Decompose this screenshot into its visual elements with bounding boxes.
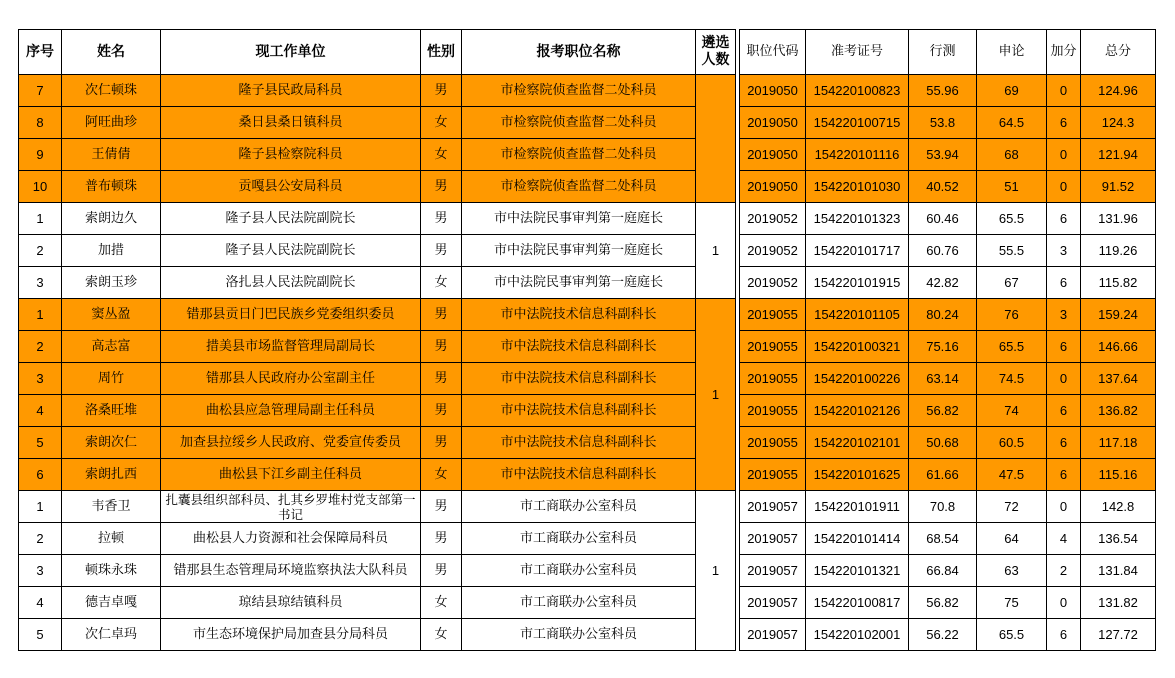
cell-total: 119.26	[1081, 235, 1156, 267]
cell-total: 131.82	[1081, 587, 1156, 619]
cell-shenlun: 63	[977, 555, 1047, 587]
header-position: 报考职位名称	[462, 30, 696, 75]
cell-bonus: 3	[1047, 299, 1081, 331]
cell-code: 2019050	[740, 107, 806, 139]
cell-bonus: 0	[1047, 139, 1081, 171]
cell-gender: 男	[421, 331, 462, 363]
cell-unit: 曲松县人力资源和社会保障局科员	[161, 523, 421, 555]
cell-unit: 隆子县检察院科员	[161, 139, 421, 171]
cell-shenlun: 65.5	[977, 619, 1047, 651]
cell-seq: 2	[19, 331, 62, 363]
cell-position: 市检察院侦查监督二处科员	[462, 139, 696, 171]
table-row	[19, 491, 1156, 523]
table-row	[19, 395, 1156, 427]
cell-unit: 曲松县应急管理局副主任科员	[161, 395, 421, 427]
cell-shenlun: 65.5	[977, 203, 1047, 235]
cell-quota: 1	[696, 491, 736, 651]
cell-name: 德吉卓嘎	[62, 587, 161, 619]
cell-code: 2019052	[740, 235, 806, 267]
cell-ticket: 154220101717	[806, 235, 909, 267]
table-row	[19, 139, 1156, 171]
cell-position: 市检察院侦查监督二处科员	[462, 75, 696, 107]
cell-code: 2019055	[740, 459, 806, 491]
cell-position: 市工商联办公室科员	[462, 491, 696, 523]
cell-total: 91.52	[1081, 171, 1156, 203]
cell-position: 市检察院侦查监督二处科员	[462, 171, 696, 203]
cell-shenlun: 74	[977, 395, 1047, 427]
cell-position: 市中法院民事审判第一庭庭长	[462, 203, 696, 235]
cell-code: 2019050	[740, 139, 806, 171]
cell-total: 131.96	[1081, 203, 1156, 235]
cell-ticket: 154220102126	[806, 395, 909, 427]
cell-xingce: 56.82	[909, 587, 977, 619]
cell-bonus: 4	[1047, 523, 1081, 555]
cell-unit: 错那县贡日门巴民族乡党委组织委员	[161, 299, 421, 331]
table-row	[19, 171, 1156, 203]
cell-gender: 男	[421, 363, 462, 395]
table-row	[19, 235, 1156, 267]
cell-total: 142.8	[1081, 491, 1156, 523]
cell-unit: 市生态环境保护局加查县分局科员	[161, 619, 421, 651]
cell-code: 2019052	[740, 203, 806, 235]
header-code: 职位代码	[740, 30, 806, 75]
cell-seq: 6	[19, 459, 62, 491]
cell-seq: 1	[19, 491, 62, 523]
cell-xingce: 53.94	[909, 139, 977, 171]
cell-gender: 男	[421, 427, 462, 459]
cell-code: 2019057	[740, 619, 806, 651]
cell-name: 加措	[62, 235, 161, 267]
table-row	[19, 107, 1156, 139]
cell-name: 索朗玉珍	[62, 267, 161, 299]
cell-quota	[696, 75, 736, 203]
cell-seq: 8	[19, 107, 62, 139]
cell-seq: 3	[19, 267, 62, 299]
cell-ticket: 154220101414	[806, 523, 909, 555]
cell-shenlun: 65.5	[977, 331, 1047, 363]
cell-unit: 琼结县琼结镇科员	[161, 587, 421, 619]
cell-position: 市工商联办公室科员	[462, 587, 696, 619]
header-seq: 序号	[19, 30, 62, 75]
header-bonus: 加分	[1047, 30, 1081, 75]
cell-shenlun: 67	[977, 267, 1047, 299]
cell-bonus: 0	[1047, 171, 1081, 203]
cell-bonus: 3	[1047, 235, 1081, 267]
cell-unit: 扎囊县组织部科员、扎其乡罗堆村党支部第一书记	[161, 491, 421, 523]
cell-gender: 女	[421, 619, 462, 651]
cell-xingce: 60.46	[909, 203, 977, 235]
cell-xingce: 42.82	[909, 267, 977, 299]
cell-position: 市中法院技术信息科副科长	[462, 299, 696, 331]
cell-gender: 男	[421, 299, 462, 331]
cell-xingce: 40.52	[909, 171, 977, 203]
cell-name: 阿旺曲珍	[62, 107, 161, 139]
table-row	[19, 203, 1156, 235]
cell-bonus: 2	[1047, 555, 1081, 587]
cell-gender: 男	[421, 555, 462, 587]
cell-gender: 男	[421, 395, 462, 427]
cell-position: 市中法院技术信息科副科长	[462, 427, 696, 459]
cell-ticket: 154220100226	[806, 363, 909, 395]
cell-position: 市中法院技术信息科副科长	[462, 395, 696, 427]
cell-seq: 9	[19, 139, 62, 171]
cell-name: 窦丛盈	[62, 299, 161, 331]
cell-xingce: 50.68	[909, 427, 977, 459]
table-row	[19, 299, 1156, 331]
cell-code: 2019055	[740, 299, 806, 331]
cell-name: 索朗边久	[62, 203, 161, 235]
cell-shenlun: 76	[977, 299, 1047, 331]
cell-name: 顿珠永珠	[62, 555, 161, 587]
cell-bonus: 6	[1047, 395, 1081, 427]
cell-total: 127.72	[1081, 619, 1156, 651]
cell-position: 市工商联办公室科员	[462, 523, 696, 555]
cell-gender: 男	[421, 171, 462, 203]
cell-seq: 7	[19, 75, 62, 107]
cell-gender: 女	[421, 107, 462, 139]
cell-bonus: 6	[1047, 619, 1081, 651]
cell-xingce: 56.22	[909, 619, 977, 651]
cell-xingce: 63.14	[909, 363, 977, 395]
cell-gender: 女	[421, 459, 462, 491]
cell-ticket: 154220101030	[806, 171, 909, 203]
cell-ticket: 154220101105	[806, 299, 909, 331]
cell-bonus: 6	[1047, 107, 1081, 139]
cell-position: 市检察院侦查监督二处科员	[462, 107, 696, 139]
cell-total: 124.3	[1081, 107, 1156, 139]
cell-shenlun: 51	[977, 171, 1047, 203]
cell-position: 市中法院技术信息科副科长	[462, 459, 696, 491]
cell-unit: 曲松县下江乡副主任科员	[161, 459, 421, 491]
cell-total: 136.54	[1081, 523, 1156, 555]
cell-seq: 1	[19, 299, 62, 331]
cell-quota: 1	[696, 203, 736, 299]
cell-position: 市中法院民事审判第一庭庭长	[462, 235, 696, 267]
cell-shenlun: 75	[977, 587, 1047, 619]
header-total: 总分	[1081, 30, 1156, 75]
cell-seq: 5	[19, 619, 62, 651]
cell-bonus: 0	[1047, 587, 1081, 619]
cell-total: 137.64	[1081, 363, 1156, 395]
cell-shenlun: 74.5	[977, 363, 1047, 395]
cell-bonus: 0	[1047, 75, 1081, 107]
table-row	[19, 331, 1156, 363]
table-row	[19, 267, 1156, 299]
cell-name: 韦香卫	[62, 491, 161, 523]
cell-code: 2019057	[740, 555, 806, 587]
cell-code: 2019055	[740, 427, 806, 459]
cell-shenlun: 72	[977, 491, 1047, 523]
cell-code: 2019057	[740, 523, 806, 555]
cell-seq: 2	[19, 523, 62, 555]
cell-xingce: 55.96	[909, 75, 977, 107]
cell-ticket: 154220102001	[806, 619, 909, 651]
cell-unit: 隆子县人民法院副院长	[161, 235, 421, 267]
cell-bonus: 0	[1047, 491, 1081, 523]
cell-total: 115.82	[1081, 267, 1156, 299]
table-row	[19, 427, 1156, 459]
cell-ticket: 154220100817	[806, 587, 909, 619]
cell-bonus: 0	[1047, 363, 1081, 395]
cell-shenlun: 60.5	[977, 427, 1047, 459]
cell-xingce: 80.24	[909, 299, 977, 331]
cell-ticket: 154220100823	[806, 75, 909, 107]
header-ticket: 准考证号	[806, 30, 909, 75]
cell-name: 拉顿	[62, 523, 161, 555]
cell-seq: 4	[19, 587, 62, 619]
cell-ticket: 154220102101	[806, 427, 909, 459]
cell-unit: 加查县拉绥乡人民政府、党委宣传委员	[161, 427, 421, 459]
cell-name: 普布顿珠	[62, 171, 161, 203]
cell-unit: 洛扎县人民法院副院长	[161, 267, 421, 299]
cell-code: 2019050	[740, 171, 806, 203]
cell-shenlun: 64.5	[977, 107, 1047, 139]
cell-name: 高志富	[62, 331, 161, 363]
cell-code: 2019052	[740, 267, 806, 299]
header-name: 姓名	[62, 30, 161, 75]
cell-ticket: 154220100321	[806, 331, 909, 363]
cell-xingce: 66.84	[909, 555, 977, 587]
cell-bonus: 6	[1047, 427, 1081, 459]
cell-code: 2019055	[740, 395, 806, 427]
cell-shenlun: 47.5	[977, 459, 1047, 491]
cell-position: 市中法院民事审判第一庭庭长	[462, 267, 696, 299]
cell-seq: 3	[19, 363, 62, 395]
cell-total: 131.84	[1081, 555, 1156, 587]
cell-total: 121.94	[1081, 139, 1156, 171]
cell-code: 2019055	[740, 363, 806, 395]
results-table	[18, 29, 1156, 651]
cell-total: 159.24	[1081, 299, 1156, 331]
header-gender: 性别	[421, 30, 462, 75]
cell-gender: 男	[421, 491, 462, 523]
table-row	[19, 459, 1156, 491]
cell-position: 市工商联办公室科员	[462, 619, 696, 651]
cell-code: 2019050	[740, 75, 806, 107]
cell-gender: 男	[421, 203, 462, 235]
cell-xingce: 68.54	[909, 523, 977, 555]
cell-seq: 2	[19, 235, 62, 267]
table-row	[19, 619, 1156, 651]
cell-code: 2019055	[740, 331, 806, 363]
cell-name: 洛桑旺堆	[62, 395, 161, 427]
cell-code: 2019057	[740, 587, 806, 619]
cell-name: 周竹	[62, 363, 161, 395]
cell-gender: 女	[421, 587, 462, 619]
cell-total: 115.16	[1081, 459, 1156, 491]
cell-seq: 1	[19, 203, 62, 235]
cell-unit: 桑日县桑日镇科员	[161, 107, 421, 139]
cell-gender: 女	[421, 267, 462, 299]
cell-unit: 隆子县人民法院副院长	[161, 203, 421, 235]
table-body	[19, 75, 1156, 651]
cell-ticket: 154220101321	[806, 555, 909, 587]
cell-ticket: 154220101625	[806, 459, 909, 491]
cell-total: 146.66	[1081, 331, 1156, 363]
cell-code: 2019057	[740, 491, 806, 523]
cell-gender: 女	[421, 139, 462, 171]
cell-position: 市工商联办公室科员	[462, 555, 696, 587]
cell-shenlun: 68	[977, 139, 1047, 171]
cell-bonus: 6	[1047, 331, 1081, 363]
cell-quota: 1	[696, 299, 736, 491]
cell-gender: 男	[421, 235, 462, 267]
cell-name: 索朗扎西	[62, 459, 161, 491]
cell-xingce: 70.8	[909, 491, 977, 523]
cell-name: 次仁顿珠	[62, 75, 161, 107]
cell-shenlun: 64	[977, 523, 1047, 555]
header-shenlun: 申论	[977, 30, 1047, 75]
cell-name: 王倩倩	[62, 139, 161, 171]
cell-total: 117.18	[1081, 427, 1156, 459]
cell-ticket: 154220101915	[806, 267, 909, 299]
cell-ticket: 154220101116	[806, 139, 909, 171]
cell-unit: 贡嘎县公安局科员	[161, 171, 421, 203]
table-row	[19, 363, 1156, 395]
cell-gender: 男	[421, 523, 462, 555]
cell-unit: 隆子县民政局科员	[161, 75, 421, 107]
table-row	[19, 555, 1156, 587]
cell-seq: 4	[19, 395, 62, 427]
table-row	[19, 75, 1156, 107]
table-row	[19, 523, 1156, 555]
cell-seq: 10	[19, 171, 62, 203]
cell-xingce: 56.82	[909, 395, 977, 427]
cell-ticket: 154220101323	[806, 203, 909, 235]
cell-xingce: 53.8	[909, 107, 977, 139]
cell-gender: 男	[421, 75, 462, 107]
table-row	[19, 587, 1156, 619]
cell-xingce: 61.66	[909, 459, 977, 491]
cell-unit: 错那县人民政府办公室副主任	[161, 363, 421, 395]
cell-ticket: 154220101911	[806, 491, 909, 523]
cell-position: 市中法院技术信息科副科长	[462, 363, 696, 395]
cell-total: 124.96	[1081, 75, 1156, 107]
cell-position: 市中法院技术信息科副科长	[462, 331, 696, 363]
cell-ticket: 154220100715	[806, 107, 909, 139]
cell-xingce: 60.76	[909, 235, 977, 267]
header-unit: 现工作单位	[161, 30, 421, 75]
cell-unit: 错那县生态管理局环境监察执法大队科员	[161, 555, 421, 587]
cell-name: 次仁卓玛	[62, 619, 161, 651]
cell-bonus: 6	[1047, 203, 1081, 235]
cell-xingce: 75.16	[909, 331, 977, 363]
cell-unit: 措美县市场监督管理局副局长	[161, 331, 421, 363]
cell-bonus: 6	[1047, 459, 1081, 491]
cell-shenlun: 69	[977, 75, 1047, 107]
cell-seq: 5	[19, 427, 62, 459]
header-quota: 遴选人数	[696, 30, 736, 75]
cell-shenlun: 55.5	[977, 235, 1047, 267]
cell-bonus: 6	[1047, 267, 1081, 299]
cell-name: 索朗次仁	[62, 427, 161, 459]
cell-total: 136.82	[1081, 395, 1156, 427]
cell-seq: 3	[19, 555, 62, 587]
header-xingce: 行测	[909, 30, 977, 75]
header-row	[19, 30, 1156, 75]
